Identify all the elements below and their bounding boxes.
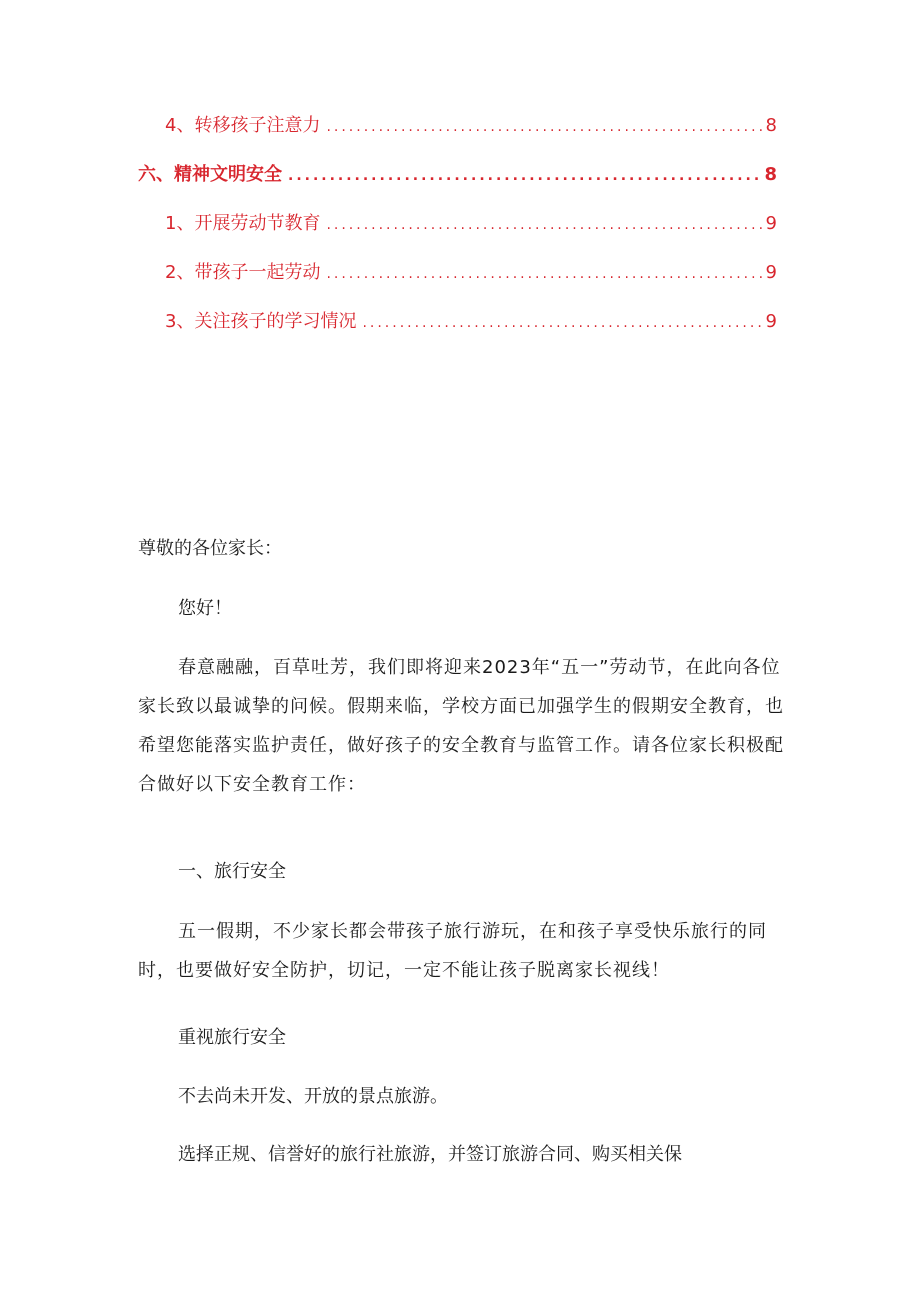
toc-entry[interactable] xyxy=(165,210,777,238)
toc-leader-dots xyxy=(326,113,761,141)
toc-leader-dots xyxy=(326,260,761,288)
letter-intro-paragraph: 春意融融，百草吐芳，我们即将迎来2023年“五一”劳动节，在此向各位家长致以最诚挚的问候。假期来临，学校方面已加强学生的假期安全教育，也希望您能落实监护责任，做好孩子的安全教育与监管工作。请各位家长积极配合做好以下安全教育工作： xyxy=(138,657,784,795)
toc-entry-page: 9 xyxy=(765,311,777,332)
letter-salutation: 尊敬的各位家长： xyxy=(138,538,282,559)
toc-entry-label: 2、带孩子一起劳动 xyxy=(165,262,321,283)
toc-entry-page: 8 xyxy=(764,164,777,185)
toc-entry[interactable] xyxy=(165,259,777,287)
toc-entry-label: 4、转移孩子注意力 xyxy=(165,115,321,136)
list-item: 选择正规、信誉好的旅行社旅游，并签订旅游合同、购买相关保 xyxy=(178,1144,682,1165)
toc-leader-dots xyxy=(326,211,761,239)
section-paragraph: 五一假期，不少家长都会带孩子旅行游玩，在和孩子享受快乐旅行的同时，也要做好安全防护，切记，一定不能让孩子脱离家长视线！ xyxy=(138,921,767,981)
list-item: 不去尚未开发、开放的景点旅游。 xyxy=(178,1086,448,1107)
toc-entry-label: 1、开展劳动节教育 xyxy=(165,213,321,234)
toc-entry-page: 9 xyxy=(765,262,777,283)
toc-entry-page: 9 xyxy=(765,213,777,234)
toc-entry-page: 8 xyxy=(765,115,777,136)
letter-greeting: 您好！ xyxy=(178,598,232,619)
toc-entry-label: 六、精神文明安全 xyxy=(138,164,282,185)
toc-entry[interactable] xyxy=(138,161,777,189)
toc-entry[interactable] xyxy=(165,308,777,336)
toc-entry-label: 3、关注孩子的学习情况 xyxy=(165,311,357,332)
section-heading-travel-safety: 一、旅行安全 xyxy=(178,861,286,882)
toc-leader-dots xyxy=(288,162,760,190)
subheading: 重视旅行安全 xyxy=(178,1027,286,1048)
toc-entry[interactable] xyxy=(165,112,777,140)
toc-leader-dots xyxy=(362,309,761,337)
